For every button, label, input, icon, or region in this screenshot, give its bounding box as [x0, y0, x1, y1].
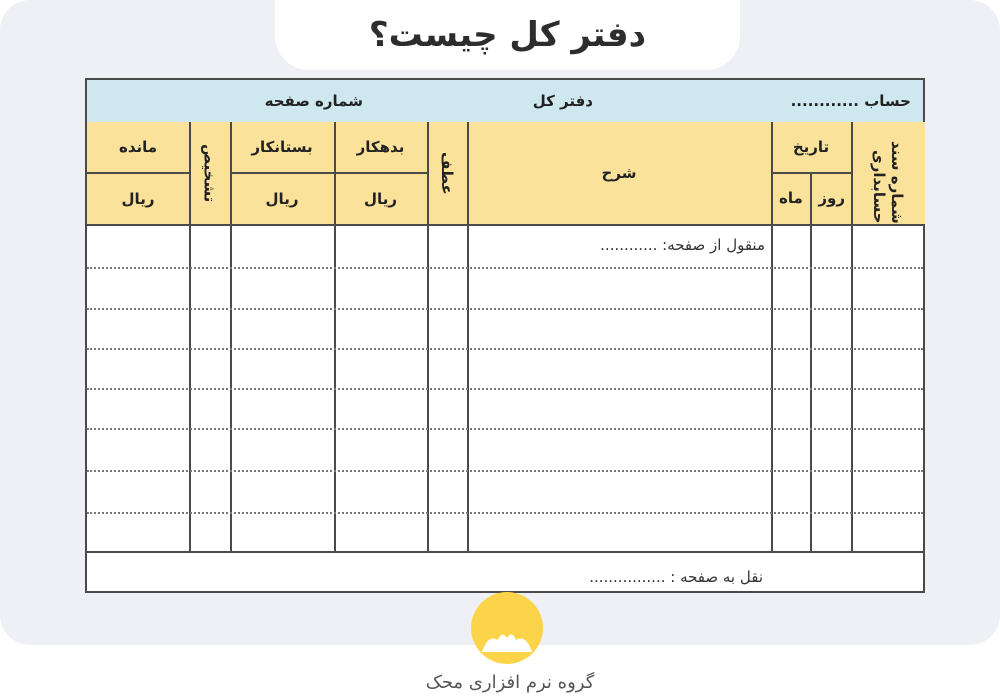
credit-currency: ریال	[265, 190, 299, 208]
header-doc-number	[851, 122, 925, 226]
balance-label: مانده	[118, 138, 158, 156]
title-tab	[275, 0, 740, 70]
header-description	[467, 122, 773, 226]
header-debit	[334, 122, 429, 226]
header-balance	[87, 122, 191, 226]
diagnosis-label: تشخیص	[200, 143, 219, 203]
header-reference	[427, 122, 469, 226]
reference-label: عطف	[438, 151, 456, 195]
page-title: دفتر کل چیست؟	[368, 15, 647, 55]
company-logo-icon	[468, 590, 546, 668]
row-line	[87, 348, 923, 350]
day-label: روز	[818, 189, 845, 207]
header-credit	[230, 122, 336, 226]
debit-label: بدهکار	[356, 138, 405, 156]
date-label: تاریخ	[792, 138, 830, 156]
row-line	[87, 512, 923, 514]
row-line	[87, 428, 923, 430]
ledger-band	[87, 80, 923, 124]
description-label: شرح	[601, 164, 637, 182]
balance-currency: ریال	[121, 190, 155, 208]
company-name: گروه نرم افزاری محک	[425, 672, 595, 693]
row-line	[87, 470, 923, 472]
carried-to-text: نقل به صفحه : ................	[589, 568, 763, 586]
month-label: ماه	[779, 189, 803, 207]
footer-divider	[87, 551, 923, 553]
row-line	[87, 267, 923, 269]
credit-label: بستانکار	[251, 138, 313, 156]
doc-number-label: شماره سند حسابداری	[870, 141, 906, 224]
account-label: حساب ............	[790, 92, 911, 110]
ledger-label: دفتر کل	[532, 92, 593, 110]
page-number-label: شماره صفحه	[264, 92, 363, 110]
debit-currency: ریال	[364, 190, 397, 208]
row-line	[87, 388, 923, 390]
header-date	[771, 122, 853, 226]
row-line	[87, 308, 923, 310]
header-diagnosis	[189, 122, 232, 226]
carried-from-text: منقول از صفحه: ............	[600, 236, 765, 254]
date-split	[810, 174, 812, 226]
ledger-sheet	[85, 78, 925, 593]
